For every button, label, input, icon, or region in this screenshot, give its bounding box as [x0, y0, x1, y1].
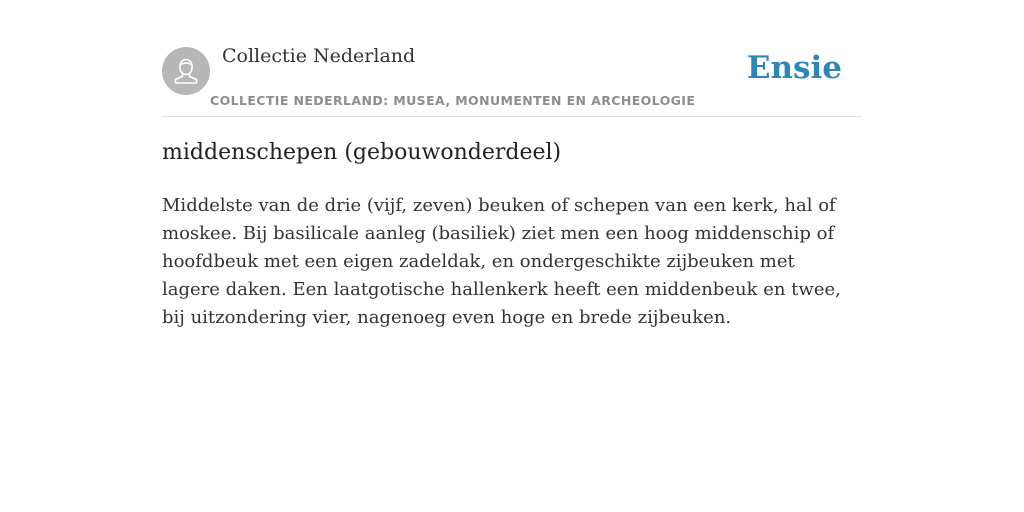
ensie-logo[interactable]: Ensie	[746, 50, 842, 86]
avatar[interactable]	[162, 47, 210, 95]
page-title: middenschepen (gebouwonderdeel)	[162, 140, 562, 165]
user-avatar-icon	[162, 47, 210, 95]
source-label[interactable]: COLLECTIE NEDERLAND: MUSEA, MONUMENTEN EN ARCHEOLOGIE	[210, 93, 696, 108]
author-name[interactable]: Collectie Nederland	[222, 45, 416, 67]
article-header	[162, 0, 862, 117]
article-body: Middelste van de drie (vijf, zeven) beuken of schepen van een kerk, hal of moskee. Bij basilicale aanleg (basiliek) ziet men een hoog middenschip of hoofdbeuk met een eigen zadeldak, en ondergeschikte zijbeuken met lagere daken. Een laatgotische hallenkerk heeft een middenbeuk en twee, bij uitzondering vier, nagenoeg even hoge en brede zijbeuken.	[162, 195, 841, 328]
